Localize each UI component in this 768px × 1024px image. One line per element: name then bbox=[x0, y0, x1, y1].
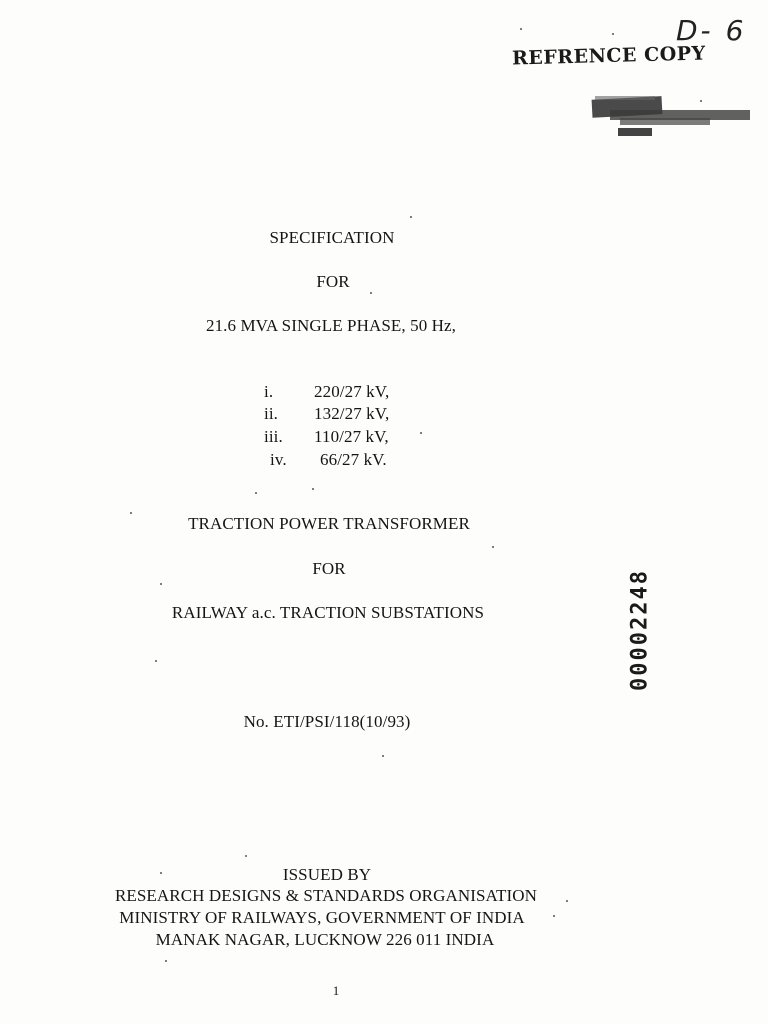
scan-speck bbox=[612, 33, 614, 35]
product-name: TRACTION POWER TRANSFORMER bbox=[188, 514, 470, 533]
scan-speck bbox=[553, 915, 555, 917]
scan-speck bbox=[382, 755, 384, 757]
voltage-item-value: 132/27 kV, bbox=[314, 404, 390, 423]
serial-number: 00002248 bbox=[627, 569, 653, 691]
document-title: SPECIFICATION bbox=[269, 228, 395, 247]
for-label-2: FOR bbox=[312, 559, 346, 578]
scan-speck bbox=[255, 492, 257, 494]
scan-speck bbox=[410, 216, 412, 218]
scan-speck bbox=[160, 872, 162, 874]
scan-speck bbox=[165, 960, 167, 962]
scan-speck bbox=[420, 432, 422, 434]
handwritten-code: D- 6 bbox=[676, 14, 747, 47]
ministry-line: MINISTRY OF RAILWAYS, GOVERNMENT OF INDIA bbox=[119, 908, 525, 927]
voltage-item-value: 66/27 kV. bbox=[320, 450, 387, 469]
voltage-item-value: 110/27 kV, bbox=[314, 427, 389, 446]
scan-speck bbox=[566, 900, 568, 902]
application-line: RAILWAY a.c. TRACTION SUBSTATIONS bbox=[171, 603, 485, 622]
voltage-item-value: 220/27 kV, bbox=[314, 382, 390, 401]
scan-speck bbox=[155, 660, 157, 662]
scan-speck bbox=[245, 855, 247, 857]
issuing-organisation: RESEARCH DESIGNS & STANDARDS ORGANISATION bbox=[114, 886, 538, 905]
page-number: 1 bbox=[332, 983, 340, 998]
spec-number: No. ETI/PSI/118(10/93) bbox=[243, 712, 411, 731]
rating-line: 21.6 MVA SINGLE PHASE, 50 Hz, bbox=[205, 316, 457, 335]
scan-speck bbox=[130, 512, 132, 514]
scan-speck bbox=[700, 100, 702, 102]
voltage-item-number: iv. bbox=[270, 450, 287, 469]
reference-copy-stamp: REFRENCE COPY bbox=[511, 42, 706, 70]
scan-speck bbox=[520, 28, 522, 30]
voltage-item-number: iii. bbox=[264, 427, 283, 446]
scan-speck bbox=[492, 546, 494, 548]
address-line: MANAK NAGAR, LUCKNOW 226 011 INDIA bbox=[155, 930, 495, 949]
scan-speck bbox=[160, 583, 162, 585]
scan-speck bbox=[370, 292, 372, 294]
for-label-1: FOR bbox=[316, 272, 350, 291]
scan-speck bbox=[312, 488, 314, 490]
voltage-item-number: ii. bbox=[264, 404, 278, 423]
issued-by-label: ISSUED BY bbox=[282, 865, 372, 884]
voltage-item-number: i. bbox=[264, 382, 274, 401]
redacted-stamp-mark bbox=[590, 92, 754, 140]
